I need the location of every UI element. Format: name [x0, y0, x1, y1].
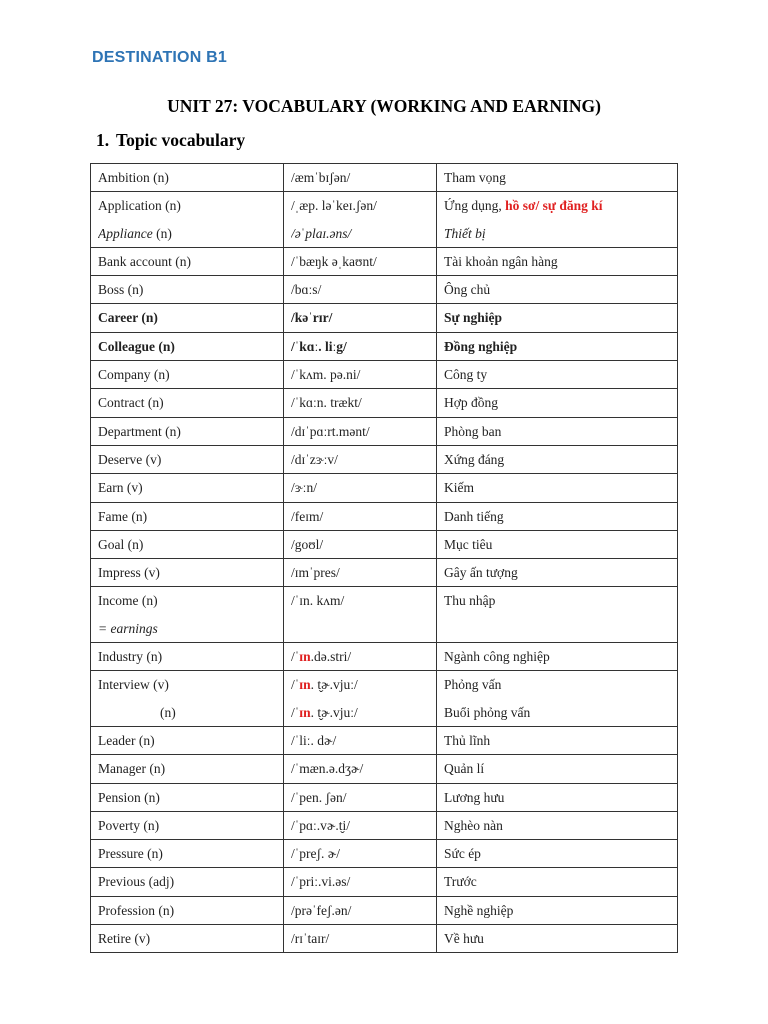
ipa-cell: /ɝːn/: [284, 474, 437, 502]
word-italic: Appliance: [98, 225, 153, 241]
ipa-stress: ɪn: [299, 677, 311, 693]
word-cell: Bank account (n): [91, 247, 284, 275]
meaning-line: [444, 192, 670, 219]
word-cell: Career (n): [91, 304, 284, 332]
word-cell: Pressure (n): [91, 840, 284, 868]
section-number: 1.: [96, 130, 110, 150]
meaning-cell: Ngành công nghiệp: [437, 643, 678, 671]
word-cell: [91, 671, 284, 727]
table-row: [91, 587, 678, 643]
meaning-cell: Thủ lĩnh: [437, 726, 678, 754]
meaning-cell: [437, 671, 678, 727]
table-row: [91, 389, 678, 417]
word-line: Interview (v): [98, 677, 169, 693]
ipa-cell: /ˈliː. dɚ/: [284, 726, 437, 754]
table-row: [91, 726, 678, 754]
ipa-cell: [284, 671, 437, 727]
table-row: [91, 896, 678, 924]
meaning-cell: Sự nghiệp: [437, 304, 678, 332]
meaning-cell: Nghề nghiệp: [437, 896, 678, 924]
word-cell: Manager (n): [91, 755, 284, 783]
meaning-cell: Hợp đồng: [437, 389, 678, 417]
meaning-text: Ứng dụng,: [444, 198, 506, 214]
table-row: [91, 811, 678, 839]
word-cell: Leader (n): [91, 726, 284, 754]
ipa-cell: /ˈkɑː. liːg/: [284, 332, 437, 360]
word-cell: Fame (n): [91, 502, 284, 530]
table-row-highlighted: [91, 332, 678, 360]
word-cell: Boss (n): [91, 276, 284, 304]
table-row: [91, 925, 678, 953]
word-line: [98, 220, 276, 247]
meaning-cell: Trước: [437, 868, 678, 896]
meaning-line: Thiết bị: [444, 225, 486, 241]
table-row: [91, 643, 678, 671]
meaning-cell: Tham vọng: [437, 164, 678, 192]
ipa-cell: [284, 643, 437, 671]
table-row: [91, 559, 678, 587]
ipa-part: /ˈ: [291, 649, 300, 665]
word-cell: Department (n): [91, 417, 284, 445]
table-row: [91, 361, 678, 389]
table-row: [91, 417, 678, 445]
ipa-line: /ˌæp. ləˈkeɪ.ʃən/: [291, 198, 377, 214]
table-row: [91, 868, 678, 896]
section-title: [96, 130, 246, 151]
ipa-part: . t̬ɚ.vjuː/: [310, 677, 358, 693]
ipa-cell: /ˈpriː.vi.əs/: [284, 868, 437, 896]
word-cell: Previous (adj): [91, 868, 284, 896]
table-row: [91, 192, 678, 248]
ipa-cell: /ˈkɑːn. trækt/: [284, 389, 437, 417]
ipa-line: [291, 699, 429, 726]
word-synonym: = earnings: [98, 620, 158, 636]
table-row: [91, 783, 678, 811]
meaning-cell: Phòng ban: [437, 417, 678, 445]
ipa-part: /ˈ: [291, 704, 300, 720]
word-cell: Company (n): [91, 361, 284, 389]
meaning-cell: Thu nhập: [437, 587, 678, 643]
meaning-cell: Xứng đáng: [437, 445, 678, 473]
word-cell: Industry (n): [91, 643, 284, 671]
meaning-cell: Danh tiếng: [437, 502, 678, 530]
word-line: Income (n): [98, 593, 158, 609]
meaning-cell: Đồng nghiệp: [437, 332, 678, 360]
ipa-cell: /ˈbæŋk əˌkaʊnt/: [284, 247, 437, 275]
document-header: DESTINATION B1: [92, 49, 227, 66]
ipa-cell: /feɪm/: [284, 502, 437, 530]
word-suffix: (n): [152, 225, 172, 241]
section-title-text: Topic vocabulary: [116, 130, 246, 150]
ipa-cell: /ˈmæn.ə.dʒɚ/: [284, 755, 437, 783]
ipa-cell: /ˈpreʃ. ɚ/: [284, 840, 437, 868]
ipa-cell: /dɪˈpɑːrt.mənt/: [284, 417, 437, 445]
word-cell: Goal (n): [91, 530, 284, 558]
ipa-cell: /æmˈbɪʃən/: [284, 164, 437, 192]
ipa-cell: /ˈɪn. kʌm/: [284, 587, 437, 643]
word-cell: Earn (v): [91, 474, 284, 502]
ipa-cell: /goʊl/: [284, 530, 437, 558]
word-line: Application (n): [98, 198, 181, 214]
word-cell: Poverty (n): [91, 811, 284, 839]
meaning-cell: [437, 192, 678, 248]
table-row: [91, 276, 678, 304]
meaning-cell: Gây ấn tượng: [437, 559, 678, 587]
meaning-line: Buổi phỏng vấn: [444, 704, 531, 720]
word-cell: Profession (n): [91, 896, 284, 924]
word-cell: Ambition (n): [91, 164, 284, 192]
table-row: [91, 247, 678, 275]
table-row: [91, 840, 678, 868]
word-cell: Deserve (v): [91, 445, 284, 473]
table-row: [91, 445, 678, 473]
table-row: [91, 474, 678, 502]
ipa-stress: ɪn: [299, 704, 311, 720]
meaning-cell: Về hưu: [437, 925, 678, 953]
word-cell: Pension (n): [91, 783, 284, 811]
meaning-cell: Nghèo nàn: [437, 811, 678, 839]
ipa-cell: /prəˈfeʃ.ən/: [284, 896, 437, 924]
ipa-cell: /dɪˈzɝːv/: [284, 445, 437, 473]
ipa-cell: /ˈkʌm. pə.ni/: [284, 361, 437, 389]
vocabulary-table: [90, 163, 678, 953]
ipa-part: .də.stri/: [310, 649, 352, 665]
ipa-part: /ˈ: [291, 677, 300, 693]
meaning-cell: Công ty: [437, 361, 678, 389]
word-cell: Colleague (n): [91, 332, 284, 360]
ipa-cell: /ˈpen. ʃən/: [284, 783, 437, 811]
word-cell: [91, 192, 284, 248]
meaning-cell: Lương hưu: [437, 783, 678, 811]
meaning-cell: Tài khoản ngân hàng: [437, 247, 678, 275]
table-row: [91, 671, 678, 727]
word-cell: Contract (n): [91, 389, 284, 417]
meaning-cell: Ông chủ: [437, 276, 678, 304]
word-cell: [91, 587, 284, 643]
ipa-cell: [284, 192, 437, 248]
ipa-cell: /kəˈrɪr/: [284, 304, 437, 332]
meaning-cell: Quản lí: [437, 755, 678, 783]
ipa-part: . t̬ɚ.vjuː/: [310, 704, 358, 720]
table-row: [91, 755, 678, 783]
ipa-stress: ɪn: [299, 649, 311, 665]
table-row: [91, 502, 678, 530]
word-cell: Impress (v): [91, 559, 284, 587]
ipa-cell: /ɪmˈpres/: [284, 559, 437, 587]
meaning-cell: Sức ép: [437, 840, 678, 868]
meaning-cell: Mục tiêu: [437, 530, 678, 558]
table-row: [91, 164, 678, 192]
table-row: [91, 530, 678, 558]
ipa-line: /əˈplaɪ.əns/: [291, 225, 352, 241]
word-cell: Retire (v): [91, 925, 284, 953]
ipa-cell: /ˈpɑː.vɚ.t̬i/: [284, 811, 437, 839]
highlighted-meaning: hồ sơ/ sự đăng kí: [505, 198, 603, 214]
table-row-highlighted: [91, 304, 678, 332]
meaning-line: Phỏng vấn: [444, 677, 502, 693]
ipa-cell: /rɪˈtaɪr/: [284, 925, 437, 953]
ipa-cell: /bɑːs/: [284, 276, 437, 304]
ipa-line: [291, 671, 429, 698]
meaning-cell: Kiếm: [437, 474, 678, 502]
unit-title: UNIT 27: VOCABULARY (WORKING AND EARNING): [167, 96, 601, 116]
word-line: (n): [160, 704, 176, 720]
